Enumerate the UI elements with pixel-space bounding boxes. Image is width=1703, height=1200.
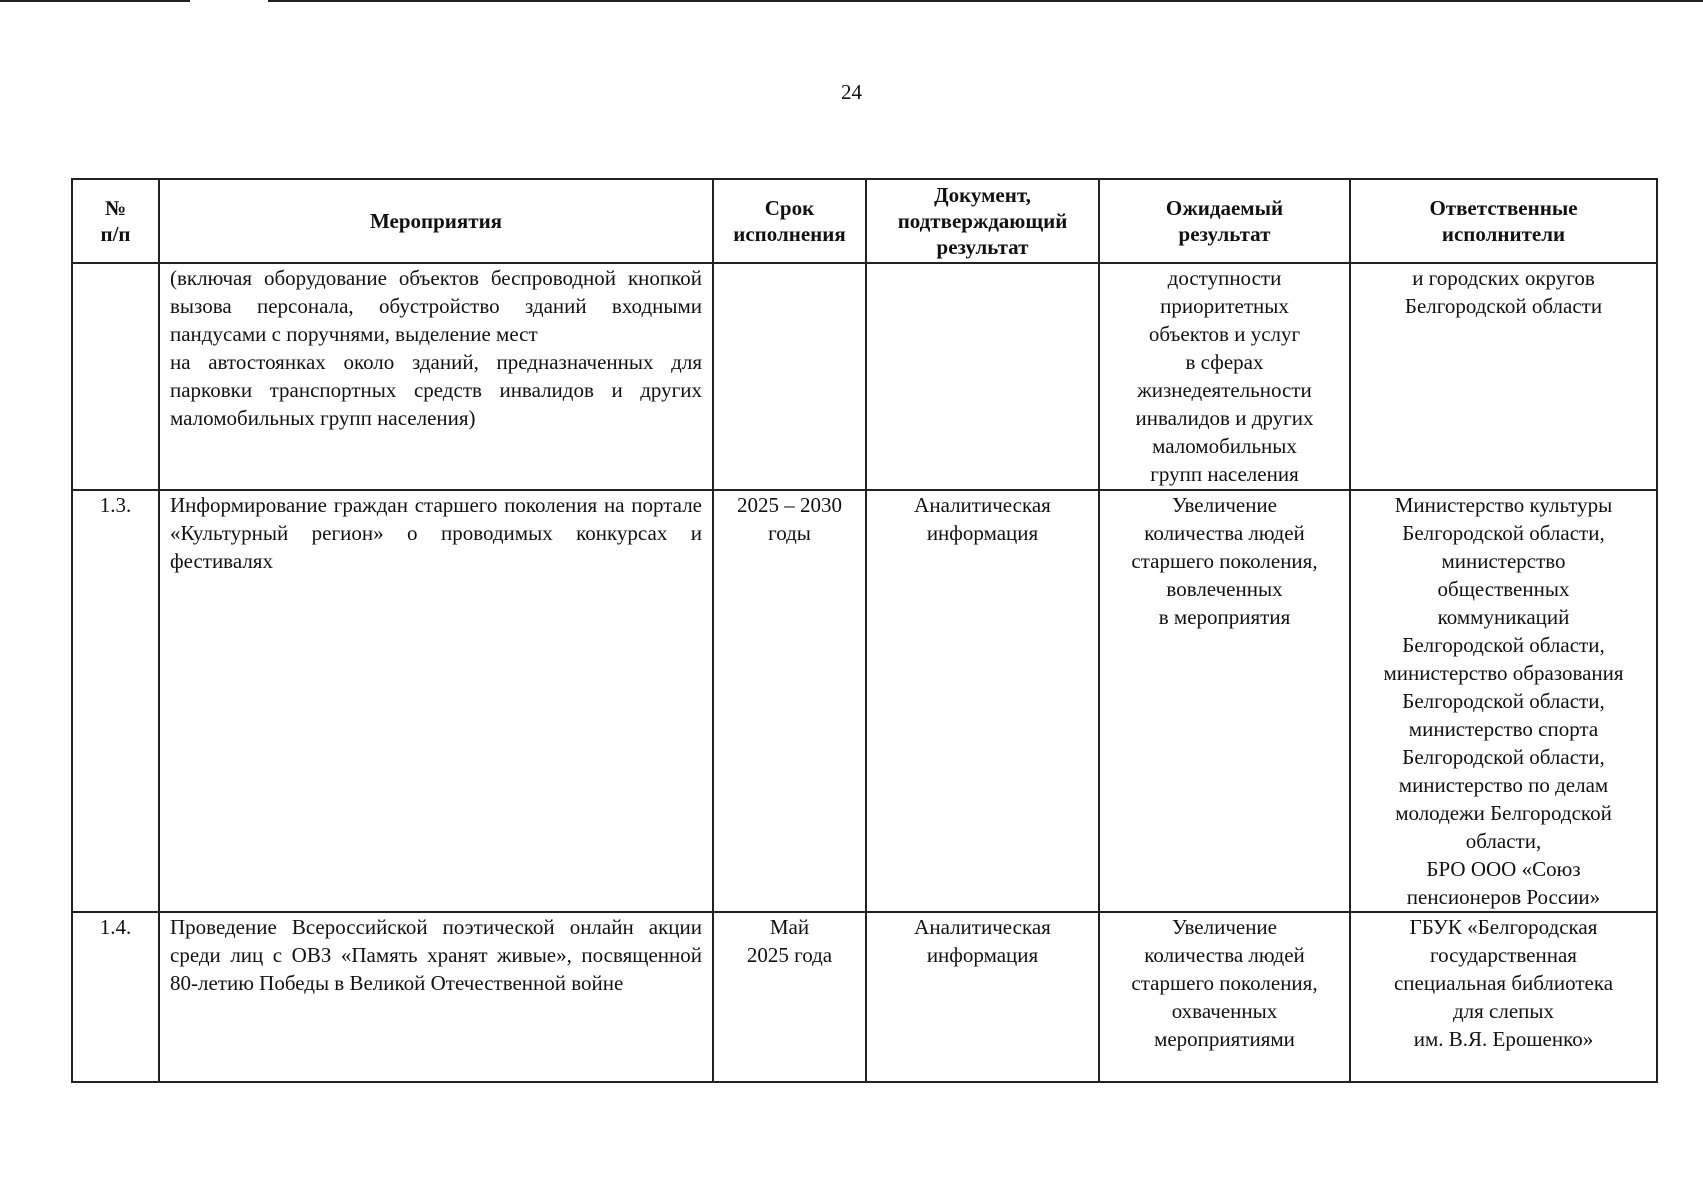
page-number: 24 [841, 80, 862, 104]
cell-term [713, 263, 866, 490]
table-row [72, 912, 1657, 1082]
cell-document: Аналитическая информация [866, 490, 1099, 912]
header-document: Документ, подтверждающий результат [866, 179, 1099, 263]
cell-responsible: ГБУК «Белгородская государственная специальная библиотека для слепых им. В.Я. Ерошенко» [1350, 912, 1657, 1082]
cell-term: 2025 – 2030 годы [713, 490, 866, 912]
events-table [71, 178, 1658, 1083]
cell-num: 1.3. [72, 490, 159, 912]
header-responsible: Ответственные исполнители [1350, 179, 1657, 263]
cell-term: Май 2025 года [713, 912, 866, 1082]
cell-responsible: и городских округов Белгородской области [1350, 263, 1657, 490]
top-rule-left [0, 0, 190, 2]
cell-event: (включая оборудование объектов беспроводной кнопкой вызова персонала, обустройство зданий входными пандусами с поручнями, выделение мест на автостоянках около зданий, предназначенных для парковки транспортных средств инвалидов и других маломобильных групп населения) [159, 263, 713, 490]
table-row [72, 263, 1657, 490]
cell-event: Информирование граждан старшего поколения на портале «Культурный регион» о проводимых конкурсах и фестивалях [159, 490, 713, 912]
cell-document: Аналитическая информация [866, 912, 1099, 1082]
header-num: № п/п [72, 179, 159, 263]
cell-result: доступности приоритетных объектов и услуг в сферах жизнедеятельности инвалидов и других маломобильных групп населения [1099, 263, 1350, 490]
cell-num: 1.4. [72, 912, 159, 1082]
cell-result: Увеличение количества людей старшего поколения, охваченных мероприятиями [1099, 912, 1350, 1082]
table-header-row [72, 179, 1657, 263]
cell-num [72, 263, 159, 490]
cell-event: Проведение Всероссийской поэтической онлайн акции среди лиц с ОВЗ «Память хранят живые», посвященной 80-летию Победы в Великой Отечественной войне [159, 912, 713, 1082]
header-event: Мероприятия [159, 179, 713, 263]
table-row [72, 490, 1657, 912]
cell-document [866, 263, 1099, 490]
cell-responsible: Министерство культуры Белгородской области, министерство общественных коммуникаций Белгородской области, министерство образования Белгородской области, министерство спорта Белгородской области, министерство по делам молодежи Белгородской области, БРО ООО «Союз пенсионеров России» [1350, 490, 1657, 912]
cell-result: Увеличение количества людей старшего поколения, вовлеченных в мероприятия [1099, 490, 1350, 912]
top-rule-right [268, 0, 1703, 2]
header-term: Срок исполнения [713, 179, 866, 263]
header-result: Ожидаемый результат [1099, 179, 1350, 263]
